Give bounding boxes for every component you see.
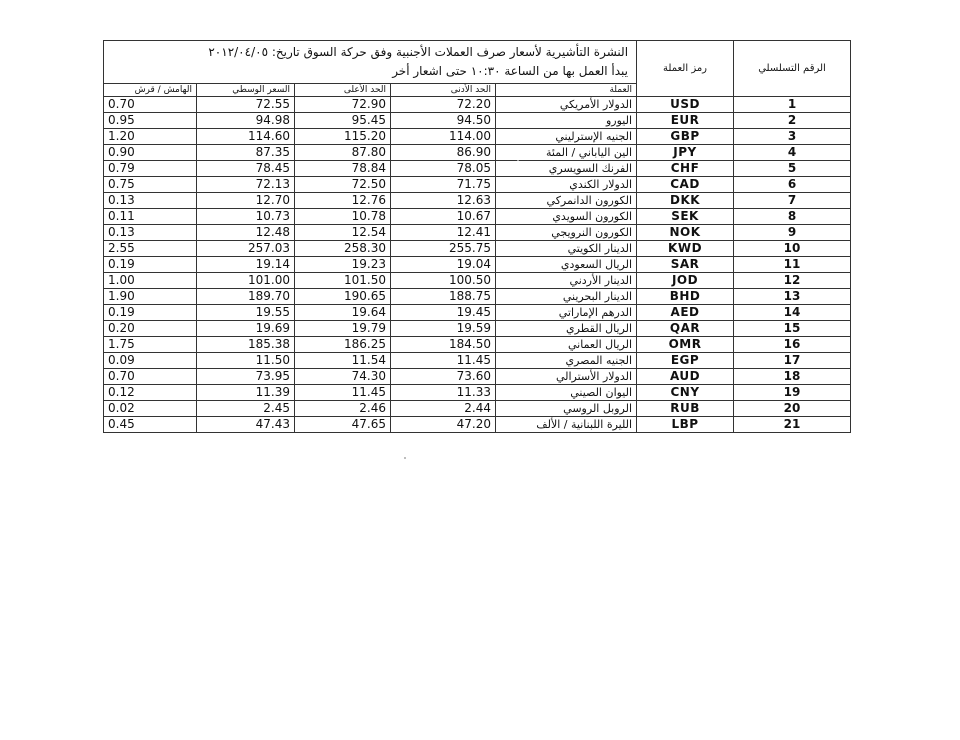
high-limit-cell: 10.78	[295, 209, 391, 225]
high-limit-cell: 186.25	[295, 337, 391, 353]
table-row	[104, 353, 851, 369]
serial-number-cell: 6	[734, 177, 851, 193]
high-limit-cell: 19.64	[295, 305, 391, 321]
table-row	[104, 417, 851, 433]
margin-cell: 0.95	[104, 113, 197, 129]
high-limit-cell: 12.54	[295, 225, 391, 241]
title-row	[104, 41, 851, 84]
low-limit-cell: 12.63	[391, 193, 496, 209]
currency-code-cell: SAR	[637, 257, 734, 273]
currency-code-cell: JPY	[637, 145, 734, 161]
mid-rate-cell: 87.35	[197, 145, 295, 161]
serial-number-cell: 14	[734, 305, 851, 321]
serial-number-cell: 18	[734, 369, 851, 385]
mid-rate-cell: 72.55	[197, 97, 295, 113]
margin-cell: 1.75	[104, 337, 197, 353]
margin-cell: 0.20	[104, 321, 197, 337]
currency-name-cell: الجنيه الإسترليني	[496, 129, 637, 145]
low-limit-cell: 72.20	[391, 97, 496, 113]
serial-number-cell: 11	[734, 257, 851, 273]
margin-cell: 0.13	[104, 225, 197, 241]
low-limit-cell: 86.90	[391, 145, 496, 161]
currency-name-cell: الدولار الأمريكي	[496, 97, 637, 113]
mid-rate-cell: 19.55	[197, 305, 295, 321]
serial-number-cell: 16	[734, 337, 851, 353]
currency-code-header: رمز العملة	[637, 41, 734, 97]
low-limit-cell: 73.60	[391, 369, 496, 385]
currency-code-cell: RUB	[637, 401, 734, 417]
currency-code-cell: OMR	[637, 337, 734, 353]
currency-name-cell: الدينار الأردني	[496, 273, 637, 289]
currency-column-header: العملة	[496, 84, 637, 97]
low-limit-cell: 2.44	[391, 401, 496, 417]
serial-number-cell: 4	[734, 145, 851, 161]
table-row	[104, 401, 851, 417]
table-row	[104, 177, 851, 193]
currency-code-cell: KWD	[637, 241, 734, 257]
currency-code-cell: EGP	[637, 353, 734, 369]
currency-code-cell: AED	[637, 305, 734, 321]
table-row	[104, 257, 851, 273]
serial-number-cell: 7	[734, 193, 851, 209]
currency-name-cell: الكورون الدانمركي	[496, 193, 637, 209]
high-limit-cell: 115.20	[295, 129, 391, 145]
margin-cell: 0.79	[104, 161, 197, 177]
mid-rate-cell: 11.39	[197, 385, 295, 401]
currency-name-cell: الريال العماني	[496, 337, 637, 353]
currency-code-cell: BHD	[637, 289, 734, 305]
high-limit-cell: 72.50	[295, 177, 391, 193]
low-limit-cell: 11.33	[391, 385, 496, 401]
serial-number-cell: 15	[734, 321, 851, 337]
serial-number-cell: 9	[734, 225, 851, 241]
currency-name-cell: الروبل الروسي	[496, 401, 637, 417]
high-limit-cell: 12.76	[295, 193, 391, 209]
margin-cell: 0.11	[104, 209, 197, 225]
currency-name-cell: الليرة اللبنانية / الألف	[496, 417, 637, 433]
mid-rate-cell: 47.43	[197, 417, 295, 433]
currency-name-cell: الدرهم الإماراتي	[496, 305, 637, 321]
low-limit-cell: 19.04	[391, 257, 496, 273]
scan-speck	[404, 457, 406, 459]
serial-number-cell: 8	[734, 209, 851, 225]
table-row	[104, 193, 851, 209]
high-limit-cell: 2.46	[295, 401, 391, 417]
low-limit-cell: 47.20	[391, 417, 496, 433]
low-limit-cell: 114.00	[391, 129, 496, 145]
margin-cell: 1.00	[104, 273, 197, 289]
low-limit-cell: 10.67	[391, 209, 496, 225]
table-row	[104, 161, 851, 177]
low-limit-cell: 11.45	[391, 353, 496, 369]
low-limit-cell: 184.50	[391, 337, 496, 353]
margin-cell: 0.90	[104, 145, 197, 161]
serial-number-cell: 1	[734, 97, 851, 113]
margin-cell: 0.13	[104, 193, 197, 209]
high-limit-cell: 47.65	[295, 417, 391, 433]
table-row	[104, 289, 851, 305]
table-row	[104, 321, 851, 337]
margin-cell: 0.02	[104, 401, 197, 417]
low-limit-cell: 255.75	[391, 241, 496, 257]
mid-rate-cell: 2.45	[197, 401, 295, 417]
currency-name-cell: الكورون النرويجي	[496, 225, 637, 241]
serial-number-cell: 19	[734, 385, 851, 401]
exchange-rates-table	[103, 40, 851, 433]
currency-code-cell: QAR	[637, 321, 734, 337]
serial-number-cell: 3	[734, 129, 851, 145]
table-row	[104, 97, 851, 113]
mid-rate-cell: 12.70	[197, 193, 295, 209]
margin-cell: 1.20	[104, 129, 197, 145]
low-limit-cell: 78.05	[391, 161, 496, 177]
high-limit-column-header: الحد الأعلى	[295, 84, 391, 97]
serial-number-cell: 17	[734, 353, 851, 369]
margin-cell: 0.09	[104, 353, 197, 369]
mid-rate-cell: 78.45	[197, 161, 295, 177]
high-limit-cell: 190.65	[295, 289, 391, 305]
table-row	[104, 209, 851, 225]
margin-cell: 0.19	[104, 257, 197, 273]
scan-speck	[517, 160, 519, 161]
currency-code-cell: EUR	[637, 113, 734, 129]
currency-code-cell: CAD	[637, 177, 734, 193]
currency-code-cell: JOD	[637, 273, 734, 289]
mid-rate-cell: 19.69	[197, 321, 295, 337]
serial-number-cell: 2	[734, 113, 851, 129]
currency-code-cell: NOK	[637, 225, 734, 241]
currency-code-cell: LBP	[637, 417, 734, 433]
mid-rate-cell: 73.95	[197, 369, 295, 385]
currency-code-cell: AUD	[637, 369, 734, 385]
low-limit-column-header: الحد الأدنى	[391, 84, 496, 97]
margin-cell: 0.19	[104, 305, 197, 321]
margin-cell: 0.70	[104, 97, 197, 113]
rates-document	[103, 40, 850, 433]
mid-rate-cell: 94.98	[197, 113, 295, 129]
high-limit-cell: 11.45	[295, 385, 391, 401]
bulletin-title	[104, 41, 637, 84]
low-limit-cell: 71.75	[391, 177, 496, 193]
mid-rate-cell: 257.03	[197, 241, 295, 257]
currency-name-cell: الدينار الكويتي	[496, 241, 637, 257]
margin-cell: 0.75	[104, 177, 197, 193]
mid-rate-column-header: السعر الوسطي	[197, 84, 295, 97]
currency-code-cell: GBP	[637, 129, 734, 145]
currency-name-cell: الريال القطري	[496, 321, 637, 337]
serial-number-cell: 10	[734, 241, 851, 257]
table-row	[104, 241, 851, 257]
currency-code-cell: CHF	[637, 161, 734, 177]
currency-name-cell: الدينار البحريني	[496, 289, 637, 305]
mid-rate-cell: 10.73	[197, 209, 295, 225]
margin-cell: 0.12	[104, 385, 197, 401]
title-line-1: النشرة التأشيرية لأسعار صرف العملات الأجنبية وفق حركة السوق تاريخ: ٢٠١٢/٠٤/٠٥	[208, 45, 629, 59]
high-limit-cell: 74.30	[295, 369, 391, 385]
mid-rate-cell: 189.70	[197, 289, 295, 305]
serial-number-cell: 5	[734, 161, 851, 177]
mid-rate-cell: 72.13	[197, 177, 295, 193]
high-limit-cell: 19.23	[295, 257, 391, 273]
high-limit-cell: 11.54	[295, 353, 391, 369]
mid-rate-cell: 101.00	[197, 273, 295, 289]
margin-cell: 0.45	[104, 417, 197, 433]
margin-column-header: الهامش / قرش	[104, 84, 197, 97]
low-limit-cell: 19.59	[391, 321, 496, 337]
table-row	[104, 145, 851, 161]
mid-rate-cell: 185.38	[197, 337, 295, 353]
margin-cell: 0.70	[104, 369, 197, 385]
table-row	[104, 305, 851, 321]
currency-name-cell: الين الياباني / المئة	[496, 145, 637, 161]
low-limit-cell: 19.45	[391, 305, 496, 321]
margin-cell: 2.55	[104, 241, 197, 257]
table-row	[104, 273, 851, 289]
currency-code-cell: CNY	[637, 385, 734, 401]
mid-rate-cell: 11.50	[197, 353, 295, 369]
low-limit-cell: 188.75	[391, 289, 496, 305]
high-limit-cell: 95.45	[295, 113, 391, 129]
high-limit-cell: 258.30	[295, 241, 391, 257]
currency-name-cell: الدولار الكندي	[496, 177, 637, 193]
mid-rate-cell: 12.48	[197, 225, 295, 241]
mid-rate-cell: 19.14	[197, 257, 295, 273]
currency-code-cell: USD	[637, 97, 734, 113]
currency-code-cell: SEK	[637, 209, 734, 225]
high-limit-cell: 78.84	[295, 161, 391, 177]
title-line-2: يبدأ العمل بها من الساعة ١٠:٣٠ حتى اشعار أخر	[392, 64, 629, 78]
currency-name-cell: اليورو	[496, 113, 637, 129]
serial-number-cell: 13	[734, 289, 851, 305]
low-limit-cell: 100.50	[391, 273, 496, 289]
serial-number-cell: 21	[734, 417, 851, 433]
low-limit-cell: 94.50	[391, 113, 496, 129]
currency-name-cell: الكورون السويدي	[496, 209, 637, 225]
table-row	[104, 369, 851, 385]
currency-name-cell: الريال السعودي	[496, 257, 637, 273]
currency-code-cell: DKK	[637, 193, 734, 209]
currency-name-cell: الجنيه المصري	[496, 353, 637, 369]
margin-cell: 1.90	[104, 289, 197, 305]
currency-name-cell: الدولار الأسترالي	[496, 369, 637, 385]
table-row	[104, 385, 851, 401]
serial-number-cell: 12	[734, 273, 851, 289]
serial-number-cell: 20	[734, 401, 851, 417]
mid-rate-cell: 114.60	[197, 129, 295, 145]
table-row	[104, 337, 851, 353]
serial-number-header: الرقم التسلسلي	[734, 41, 851, 97]
currency-name-cell: اليوان الصيني	[496, 385, 637, 401]
high-limit-cell: 19.79	[295, 321, 391, 337]
high-limit-cell: 72.90	[295, 97, 391, 113]
high-limit-cell: 101.50	[295, 273, 391, 289]
high-limit-cell: 87.80	[295, 145, 391, 161]
table-row	[104, 129, 851, 145]
currency-name-cell: الفرنك السويسري	[496, 161, 637, 177]
table-row	[104, 225, 851, 241]
low-limit-cell: 12.41	[391, 225, 496, 241]
table-row	[104, 113, 851, 129]
